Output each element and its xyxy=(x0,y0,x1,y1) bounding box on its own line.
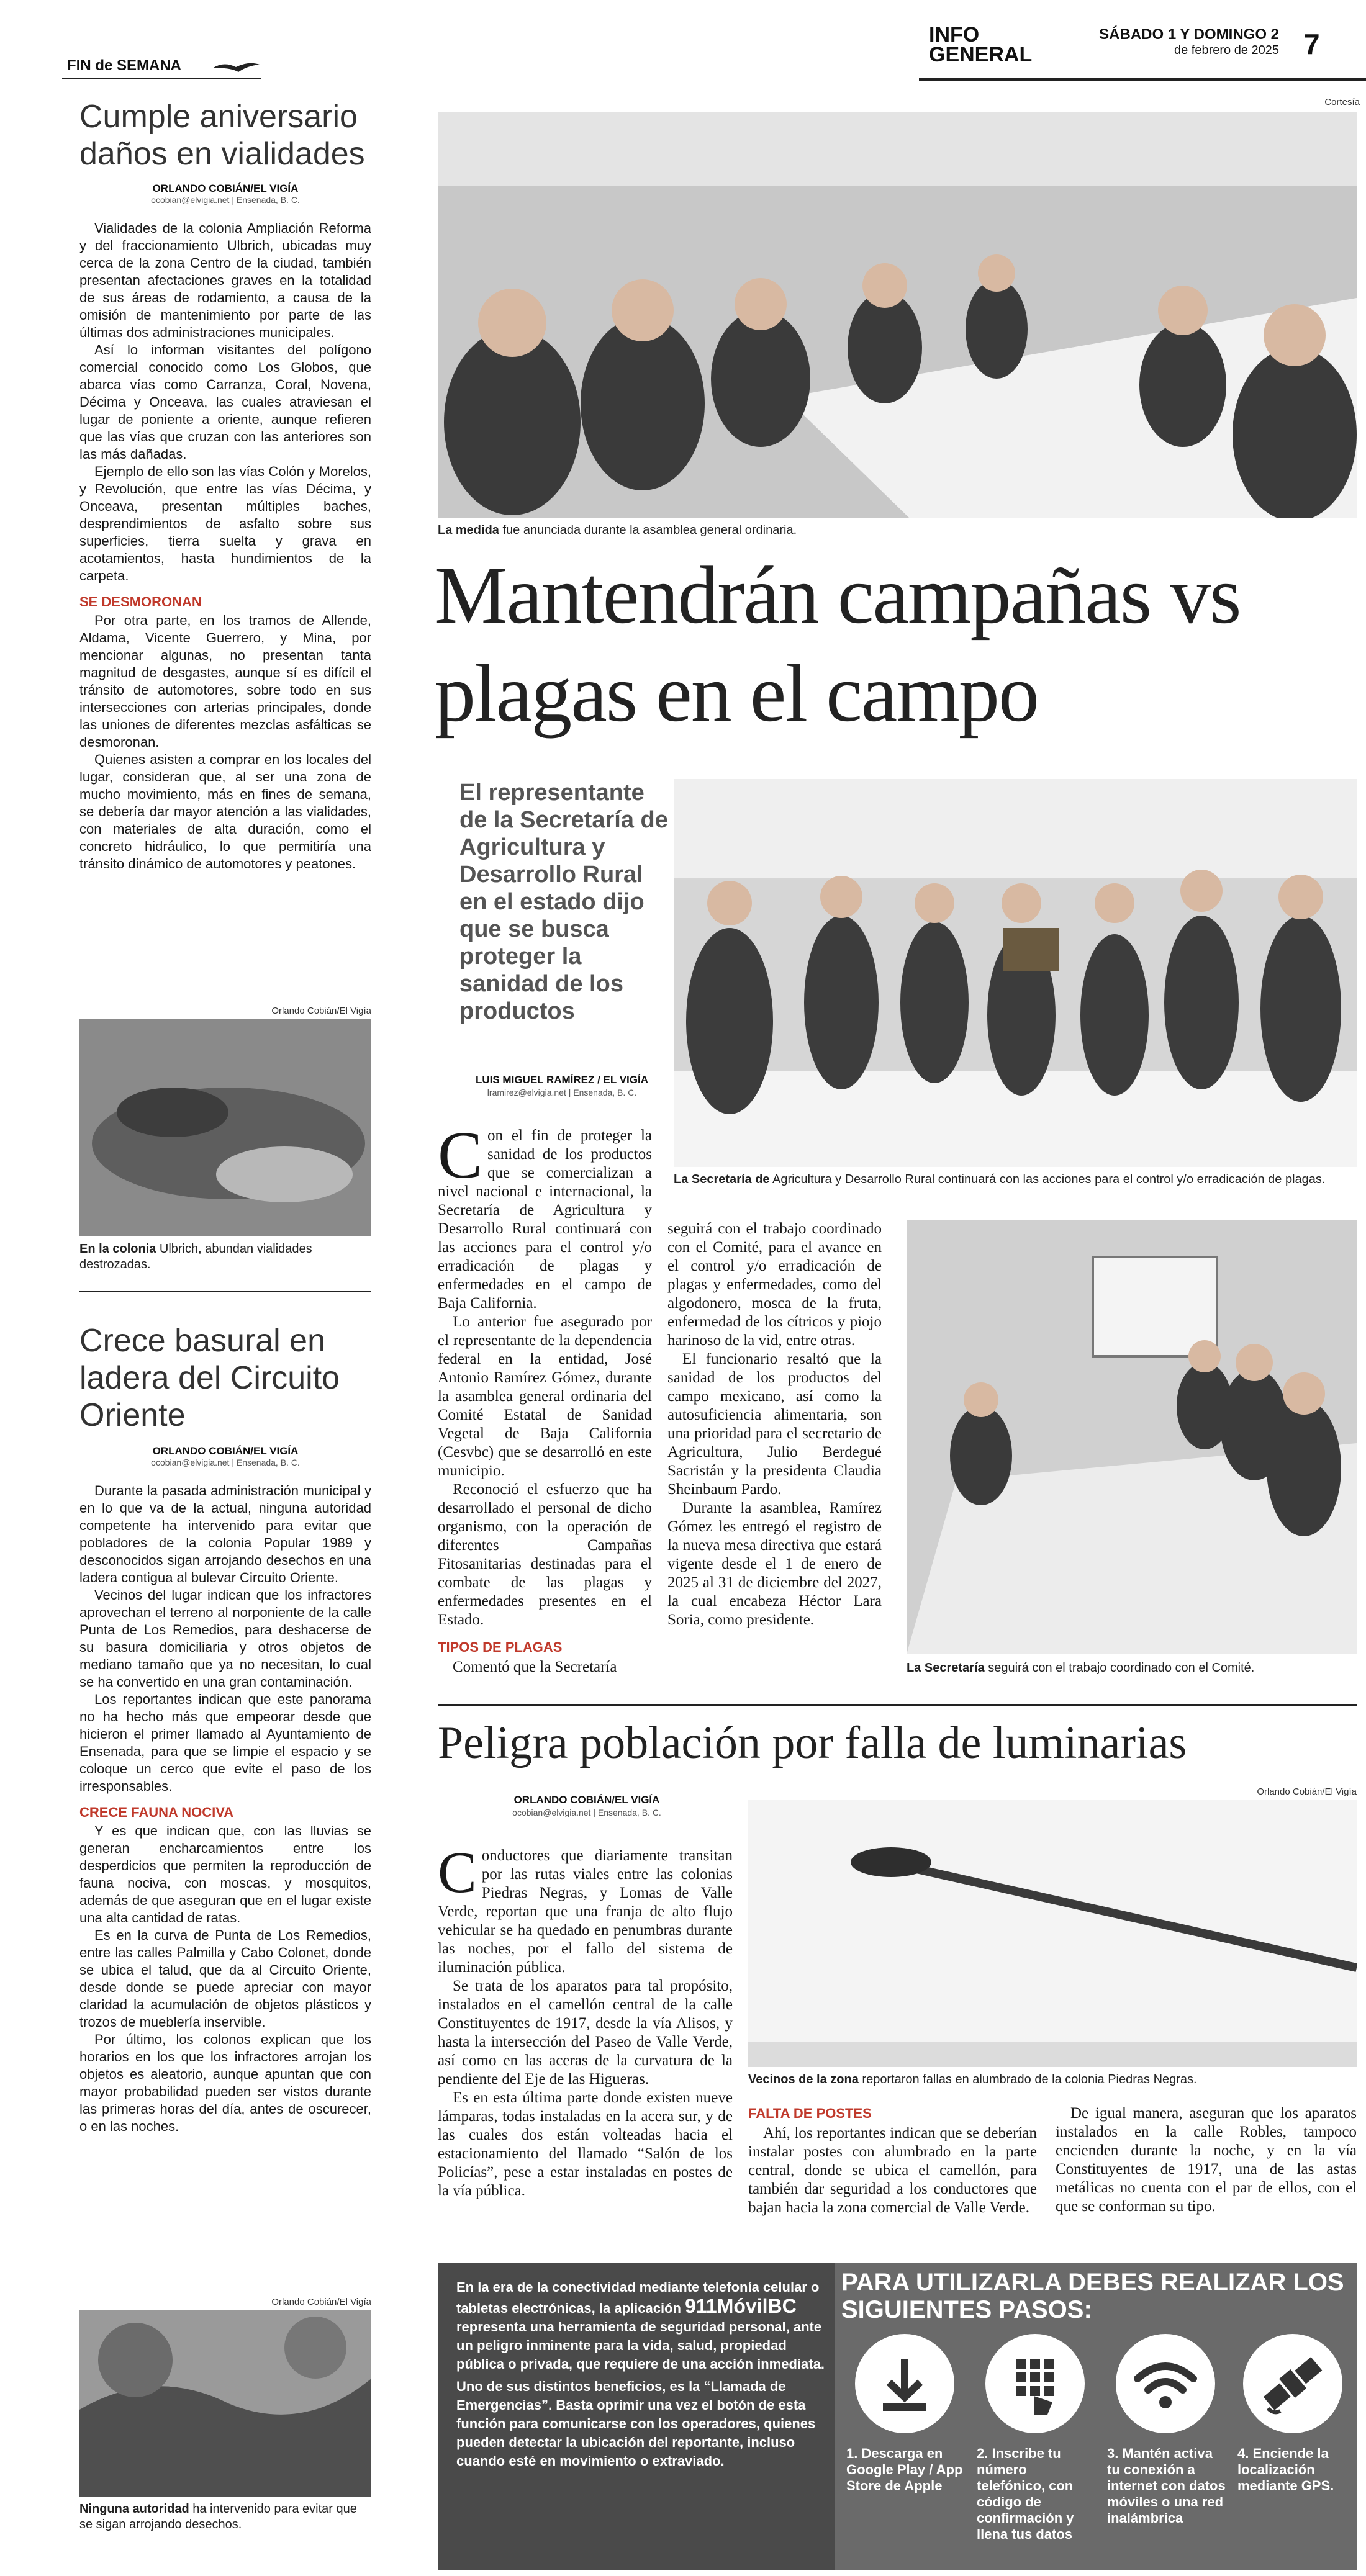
page-number: 7 xyxy=(1304,28,1320,60)
ad-step xyxy=(843,2334,967,2557)
main-photo-1 xyxy=(438,112,1357,518)
main-photo-3-caption-bold: La Secretaría xyxy=(907,1661,985,1675)
main-paragraph-lead xyxy=(438,1119,652,1313)
section-label-left: FIN de SEMANA xyxy=(67,57,182,74)
masthead xyxy=(0,0,1366,87)
bird-logo-icon xyxy=(211,58,261,77)
ad-text-1: En la era de la conectividad mediante telefonía celular o tabletas electrónicas, la aplicación xyxy=(456,2279,820,2316)
main-byline: LUIS MIGUEL RAMÍREZ / EL VIGÍA xyxy=(475,1074,648,1086)
keypad-icon xyxy=(985,2334,1085,2433)
ad-app-name: 911MóvilBC xyxy=(685,2295,797,2317)
main-deck: El representante de la Secretaría de Agricultura y Desarrollo Rural en el estado dijo que se busca proteger la sanidad de los productos xyxy=(459,780,668,1024)
story3-paragraph-lead xyxy=(438,1840,733,1977)
main-body-col2 xyxy=(667,1220,882,1629)
story3-photo-credit: Orlando Cobián/El Vigía xyxy=(1257,1786,1357,1797)
section-block-right xyxy=(919,25,1366,81)
story2-caption xyxy=(79,2502,371,2533)
story3-paragraph: De igual manera, aseguran que los aparatos instalados en la calle Robles, tampoco encienden durante la noche, y en la vía Constituyentes de 1917, una de las astas metálicas no cuenta con el par de ellos, con el que se conforman su tipo. xyxy=(1056,2105,1357,2215)
main-headline: Mantendrán campañas vs plagas en el campo xyxy=(435,549,1241,739)
ad-text-3: Uno de sus distintos beneficios, es la “Llamada de Emergencias”. Basta oprimir una vez el botón de esta función para comunicarse con los operadores, quienes pueden detectar la ubicación del reportante, incluso cuando esté en movimiento o extraviado. xyxy=(456,2379,816,2469)
story3-paragraph: Es en esta última parte donde existen nueve lámparas, todas instaladas en la acera sur, y de las cuales dos están volteadas hacia el estacionamiento del llamado “Salón de los Policías”, pese a estar instaladas en postes de la vía pública. xyxy=(438,2089,733,2199)
story1-byline: ORLANDO COBIÁN/EL VIGÍA xyxy=(152,182,299,194)
main-paragraph: Comentó que la Secretaría xyxy=(453,1659,617,1675)
main-body-col1 xyxy=(438,1119,652,1677)
main-dropcap: C xyxy=(438,1119,483,1192)
story3-body-col1 xyxy=(438,1840,733,2200)
story3-caption xyxy=(748,2072,1357,2087)
story1-caption-text: Ulbrich, abundan vialidades destrozadas. xyxy=(79,1242,312,1271)
story2-paragraph: Durante la pasada administración municipal y en lo que va de la actual, ninguna autoridad competente ha intervenido para evitar que pobladores de la colonia Popular 1989 y desconocidos sigan arrojando desechos en una ladera contigua al bulevar Circuito Oriente. xyxy=(79,1483,371,1585)
main-paragraph-1: on el fin de proteger la sanidad de los productos que se comercializan a nivel nacional e internacional, la Secretaría de Agricultura y Desarrollo Rural continuará con las acciones para el control y/o erradicación de plagas y enfermedades en el campo de Baja California. xyxy=(438,1127,652,1312)
story1-email: ocobian@elvigia.net | Ensenada, B. C. xyxy=(151,195,300,205)
ad-text-2: representa una herramienta de seguridad personal, ante un peligro inminente para la vida, salud, propiedad pública o privada, que requiere de una acción inmediata. xyxy=(456,2319,825,2372)
ad-step xyxy=(1103,2334,1228,2557)
story2-body xyxy=(79,1482,371,2135)
top-photo-credit: Cortesía xyxy=(1324,97,1360,107)
story1-caption xyxy=(79,1241,371,1272)
main-paragraph: seguirá con el trabajo coordinado con el Comité, para el avance en el control y/o erradicación de plagas y enfermedades, como del algodonero, mosca de la fruta, enfermedad de los cítricos y piojo harinoso de la vid, entre otras. xyxy=(667,1220,882,1349)
ad-heading: PARA UTILIZARLA DEBES REALIZAR LOS SIGUIENTES PASOS: xyxy=(841,2269,1344,2323)
story2-photo-credit: Orlando Cobián/El Vigía xyxy=(271,2297,371,2307)
story3-email: ocobian@elvigia.net | Ensenada, B. C. xyxy=(512,1808,661,1817)
story1-paragraph: Por otra parte, en los tramos de Allende, Aldama, Vicente Guerrero, y Mina, por mencionar algunas, no presentan tanta magnitud de desgastes, aunque sí es difícil el tránsito de automotores, sobre todo en sus intersecciones con arterias principales, donde las uniones de diferentes mezclas asfálticas se desmoronan. xyxy=(79,613,371,750)
main-photo-1-caption-text: fue anunciada durante la asamblea general ordinaria. xyxy=(502,523,797,537)
ad-left xyxy=(456,2278,829,2470)
date-line xyxy=(1093,26,1279,58)
ad-right xyxy=(835,2263,1357,2570)
ad-step-number: 4. xyxy=(1237,2446,1249,2461)
story3-photo xyxy=(748,1800,1357,2067)
ad-step-number: 1. xyxy=(846,2446,858,2461)
left-column xyxy=(62,93,385,2570)
story1 xyxy=(79,93,371,873)
satellite-icon xyxy=(1243,2334,1342,2433)
story1-caption-bold: En la colonia xyxy=(79,1242,156,1256)
ad-step-text: Enciende la localización mediante GPS. xyxy=(1237,2446,1334,2493)
story1-paragraph: Así lo informan visitantes del polígono comercial conocido como Los Globos, que abarca vías como Carranza, Coral, Novena, Décima y Onceava, las cuales atraviesan el lugar de poniente a oriente, aunque refieren que las vías que cruzan con las anteriores son las más dañadas. xyxy=(79,342,371,462)
section-info-2: GENERAL xyxy=(929,43,1033,66)
story1-title: Cumple aniversario daños en vialidades xyxy=(79,99,365,172)
main-photo-2-caption-text: Agricultura y Desarrollo Rural continuará con las acciones para el control y/o erradicación de plagas. xyxy=(772,1173,1326,1186)
story2-photo xyxy=(79,2310,371,2497)
story3-paragraph-1: onductores que diariamente transitan por las rutas viales entre las colonias Piedras Negras, y Lomas de Valle Verde, reportan que una franja de alto flujo vehicular se ha quedado en penumbras durante las noches, por el fallo del sistema de iluminación pública. xyxy=(438,1847,733,1976)
story2-paragraph: Vecinos del lugar indican que los infractores aprovechan el terreno al norponiente de la calle Punta de Los Remedios, para deshacerse de su basura domiciliaria y otros objetos de mediano tamaño que ya no necesitan, lo cual se ha convertido en una gran contaminación. xyxy=(79,1587,371,1690)
section-info-label xyxy=(929,25,1032,65)
main-photo-3 xyxy=(907,1220,1357,1654)
story2 xyxy=(79,1322,371,2135)
story3-byline: ORLANDO COBIÁN/EL VIGÍA xyxy=(513,1794,660,1806)
ad-step-number: 3. xyxy=(1107,2446,1119,2461)
story3-headline: Peligra población por falla de luminarias xyxy=(438,1718,1187,1768)
main-paragraph: Durante la asamblea, Ramírez Gómez les entregó el registro de la nueva mesa directiva que estará vigente desde el 1 de enero de 2025 al 31 de diciembre del 2027, la cual encabeza Héctor Lara Soria, como presidente. xyxy=(667,1500,882,1628)
ad-step xyxy=(973,2334,1097,2557)
main-photo-3-caption xyxy=(907,1660,1357,1676)
story2-paragraph: Y es que indican que, con las lluvias se generan encharcamientos entre los desperdicios que permiten la reproducción de fauna nociva, con moscas, y mosquitos, además de que aseguran que en el lugar existe una alta cantidad de ratas. xyxy=(79,1823,371,1925)
main-subhead: TIPOS DE PLAGAS xyxy=(438,1639,563,1655)
story1-paragraph: Ejemplo de ello son las vías Colón y Morelos, y Revolución, que entre las vías Décima, y Onceava, presentan múltiples baches, desprendimientos de asfalto sobre sus superficies, tierra suelta y grava en acotamientos, hasta hundimientos de la carpeta. xyxy=(79,464,371,583)
story2-paragraph: Es en la curva de Punta de Los Remedios, entre las calles Palmilla y Cabo Colonet, donde se ubica el talud, que da al Circuito Oriente, desde donde se puede apreciar con mayor claridad la acumulación de objetos plásticos y trozos de mueblería inservible. xyxy=(79,1927,371,2030)
story3-body-col2 xyxy=(748,2104,1037,2217)
story2-paragraph: Por último, los colonos explican que los horarios en los que los infractores arrojan los objetos es aleatorio, aunque apuntan que con mayor probabilidad pueden ser vistos durante las primeras horas del día, antes de oscurecer, o en las noches. xyxy=(79,2032,371,2134)
download-icon xyxy=(855,2334,954,2433)
story2-title: Crece basural en ladera del Circuito Oriente xyxy=(79,1323,340,1433)
main-photo-3-caption-text: seguirá con el trabajo coordinado con el Comité. xyxy=(988,1661,1255,1675)
story3-paragraph: Se trata de los aparatos para tal propósito, instalados en el camellón central de la calle Constituyentes de 1917, desde la vía Alisos, y hasta la intersección del Paseo de Valle Verde, así como en las aceras de la curvatura de la pendiente del Eje de las Higueras. xyxy=(438,1978,733,2087)
story3-dropcap: C xyxy=(438,1840,477,1905)
ad-step-text: Descarga en Google Play / App Store de Apple xyxy=(846,2446,963,2493)
ad-step-text: Inscribe tu número telefónico, con código de confirmación y llena tus datos xyxy=(977,2446,1074,2542)
main-paragraph: Reconoció el esfuerzo que ha desarrollado el personal de dicho organismo, con la operación de diferentes Campañas Fitosanitarias destinadas para el combate de las plagas y enfermedades presentes en el Estado. xyxy=(438,1481,652,1628)
ad-banner xyxy=(438,2263,1357,2570)
story3-caption-bold: Vecinos de la zona xyxy=(748,2073,859,2086)
main-paragraph: Lo anterior fue asegurado por el representante de la dependencia federal en la entidad, José Antonio Ramírez Gómez, durante la asamblea general ordinaria del Comité Estatal de Sanidad Vegetal de Baja California (Cesvbc) que se desarrolló en este municipio. xyxy=(438,1313,652,1479)
section-tab-left xyxy=(62,55,261,79)
story1-paragraph: Quienes asisten a comprar en los locales del lugar, consideran que, al ser una zona de mucho movimiento, más en fines de semana, se debería dar mayor atención a las vialidades, con materiales de alta duración, como el concreto hidráulico, lo que permitiría una tránsito dinámico de automotores y peatones. xyxy=(79,752,371,871)
story1-paragraph: Vialidades de la colonia Ampliación Reforma y del fraccionamiento Ulbrich, ubicadas muy cerca de la zona Centro de la ciudad, también presentan afectaciones graves en la totalidad de sus áreas de rodamiento, a causa de la omisión de mantenimiento por parte de las últimas dos administraciones municipales. xyxy=(79,220,371,340)
ad-step-text: Mantén activa tu conexión a internet con datos móviles o una red inalámbrica xyxy=(1107,2446,1226,2526)
story3-caption-text: reportaron fallas en alumbrado de la colonia Piedras Negras. xyxy=(862,2073,1197,2086)
story3-paragraph: Ahí, los reportantes indican que se deberían instalar postes con alumbrado en la parte central, donde se ubica el camellón, para también dar seguridad a los conductores que bajan hacia la zona comercial de Valle Verde. xyxy=(748,2125,1037,2216)
ad-step-number: 2. xyxy=(977,2446,988,2461)
story2-caption-text: ha intervenido para evitar que se sigan arrojando desechos. xyxy=(79,2502,357,2531)
main-divider xyxy=(438,1704,1357,1706)
story1-photo xyxy=(79,1019,371,1236)
ad-step xyxy=(1234,2334,1352,2557)
story1-photo-credit: Orlando Cobián/El Vigía xyxy=(271,1006,371,1016)
main-email: lramirez@elvigia.net | Ensenada, B. C. xyxy=(487,1088,637,1097)
left-divider xyxy=(79,1291,371,1292)
story2-paragraph: Los reportantes indican que este panorama no ha hecho más que empeorar desde que hicieron el primer llamado al Ayuntamiento de Ensenada, para que se limpie el espacio y se coloque un cerco que evite el paso de los irresponsables. xyxy=(79,1691,371,1794)
story3-body-col3 xyxy=(1056,2104,1357,2216)
section-info-1: INFO xyxy=(929,23,980,47)
main-photo-2 xyxy=(674,779,1357,1167)
story2-email: ocobian@elvigia.net | Ensenada, B. C. xyxy=(151,1457,300,1467)
ad-steps xyxy=(835,2334,1357,2557)
date-main: SÁBADO 1 Y DOMINGO 2 xyxy=(1099,26,1279,43)
story2-byline: ORLANDO COBIÁN/EL VIGÍA xyxy=(152,1445,299,1457)
main-photo-1-caption xyxy=(438,523,1357,538)
story1-subhead: SE DESMORONAN xyxy=(79,594,202,610)
story2-subhead: CRECE FAUNA NOCIVA xyxy=(79,1804,234,1820)
main-photo-2-caption-bold: La Secretaría de xyxy=(674,1173,770,1186)
date-sub: de febrero de 2025 xyxy=(1174,43,1279,57)
story1-body xyxy=(79,220,371,873)
main-paragraph: El funcionario resaltó que la sanidad de los productos del campo mexicano, así como la autosuficiencia alimentaria, son una prioridad para el secretario de Agricultura, Julio Berdegué Sacristán y la presidenta Claudia Sheinbaum Pardo. xyxy=(667,1351,882,1498)
main-photo-2-caption xyxy=(674,1172,1357,1187)
story3-subhead: FALTA DE POSTES xyxy=(748,2105,872,2121)
story2-caption-bold: Ninguna autoridad xyxy=(79,2502,189,2516)
wifi-icon xyxy=(1116,2334,1215,2433)
main-photo-1-caption-bold: La medida xyxy=(438,523,499,537)
